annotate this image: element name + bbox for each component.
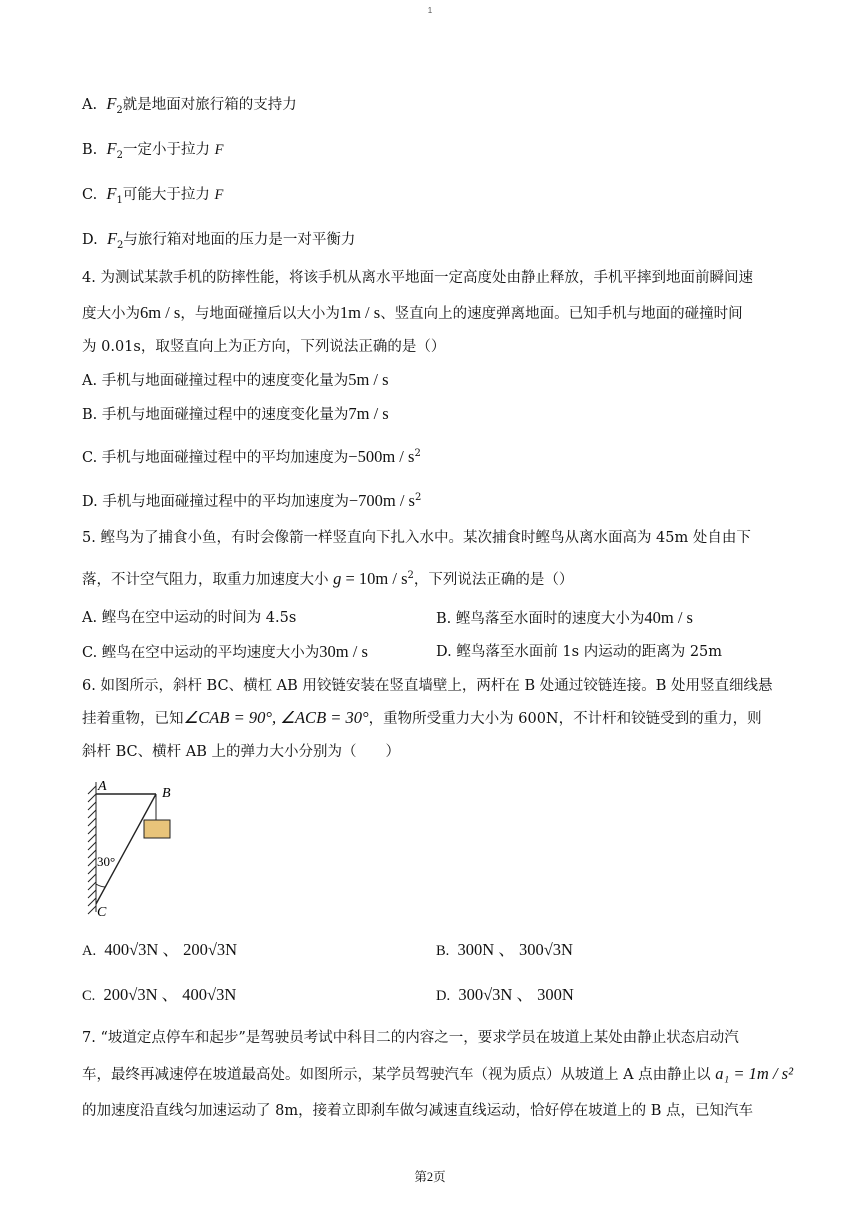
q6-figure (84, 774, 194, 926)
q7-stem-line2: 车，最终再减速停在坡道最高处。如图所示，某学员驾驶汽车（视为质点）从坡道上 A 点由静止以 a₁ = 1m / s² (82, 1064, 794, 1083)
q4-option-b: B. 手机与地面碰撞过程中的速度变化量为7m / s (82, 404, 389, 423)
q6-stem-line2: 挂着重物，已知∠CAB = 90°, ∠ACB = 30°，重物所受重力大小为 600N，不计杆和铰链受到的重力，则 (82, 708, 762, 727)
q5-option-a: A. 鲣鸟在空中运动的时间为 4.5s (82, 610, 297, 626)
q5-option-d: D. 鲣鸟落至水面前 1s 内运动的距离为 25m (436, 644, 723, 660)
q6-option-c: C. 200√3N 、 400√3N (82, 985, 237, 1004)
q7-stem-line3: 的加速度沿直线匀加速运动了 8m，接着立即刹车做匀减速直线运动，恰好停在坡道上的 B 点，已知汽车 (82, 1103, 753, 1119)
q5-stem-line1: 5. 鲣鸟为了捕食小鱼，有时会像箭一样竖直向下扎入水中。某次捕食时鲣鸟从离水面高为 45m 处自由下 (82, 530, 751, 546)
q3-option-c: C. $F_1$可能大于拉力 F (82, 184, 224, 206)
q6-option-b: B. 300N 、 300√3N (436, 940, 573, 959)
q6-stem-line1: 6. 如图所示，斜杆 BC、横杠 AB 用铰链安装在竖直墙壁上，两杆在 B 处通过铰链连接。B 处用竖直细线悬 (82, 678, 773, 694)
page-marker: 1 (427, 6, 433, 15)
label-b: B (162, 786, 171, 801)
q4-stem-line1: 4. 为测试某款手机的防摔性能，将该手机从离水平地面一定高度处由静止释放，手机平摔到地面前瞬间速 (82, 270, 753, 286)
q4-option-c: C. 手机与地面碰撞过程中的平均加速度为$-500m / s^2$ (82, 446, 421, 466)
q3-option-a: A. $F_2$就是地面对旅行箱的支持力 (82, 94, 297, 116)
q3-option-d: D. $F_2$与旅行箱对地面的压力是一对平衡力 (82, 229, 356, 251)
q3-option-b: B. $F_2$一定小于拉力 F (82, 139, 224, 161)
q4-stem-line3: 为 0.01s，取竖直向上为正方向，下列说法正确的是（） (82, 339, 446, 355)
q6-option-d: D. 300√3N 、 300N (436, 985, 574, 1004)
label-angle: 30° (97, 854, 116, 869)
label-a: A (98, 779, 107, 794)
q6-stem-line3: 斜杆 BC、横杆 AB 上的弹力大小分别为（ ） (82, 744, 400, 760)
q4-stem-line2: 度大小为6m / s，与地面碰撞后以大小为1m / s、竖直向上的速度弹离地面。已知手机与地面的碰撞时间 (82, 303, 743, 322)
page-footer: 第2页 (414, 1170, 446, 1184)
q6-option-a: A. 400√3N 、 200√3N (82, 940, 238, 959)
label-c: C (97, 905, 107, 920)
q4-option-d: D. 手机与地面碰撞过程中的平均加速度为$-700m / s^2$ (82, 490, 422, 510)
q4-option-a: A. 手机与地面碰撞过程中的速度变化量为5m / s (82, 370, 389, 389)
q7-stem-line1: 7. “坡道定点停车和起步”是驾驶员考试中科目二的内容之一，要求学员在坡道上某处由静止状态启动汽 (82, 1030, 739, 1046)
q5-option-b: B. 鲣鸟落至水面时的速度大小为40m / s (436, 608, 693, 627)
q5-option-c: C. 鲣鸟在空中运动的平均速度大小为30m / s (82, 642, 368, 661)
wall-rod-diagram (84, 774, 194, 922)
q5-stem-line2: 落，不计空气阻力，取重力加速度大小 $g = 10m / s^2$，下列说法正确的是（） (82, 568, 574, 588)
